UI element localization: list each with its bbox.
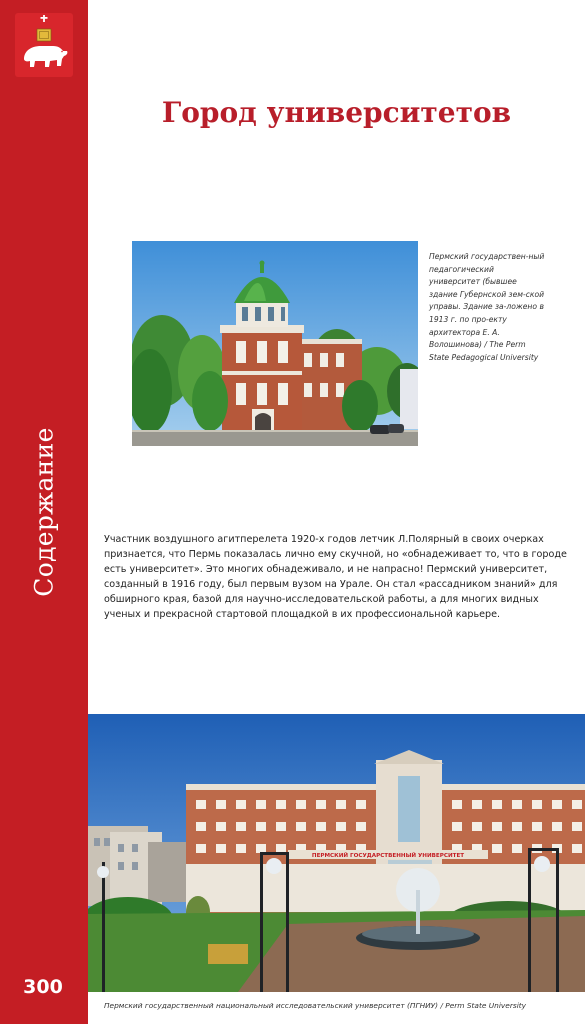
- perm-state-university-caption: Пермский государственный национальный исследовательский университет (ПГНИУ) / Perm State University: [104, 1001, 527, 1010]
- svg-text:300: 300: [23, 976, 63, 998]
- page-title: Город университетов: [161, 96, 512, 129]
- body-paragraph: Участник воздушного агитперелета 1920-х годов летчик Л.Полярный в своих очерках признается, что Пермь показалась лично ему скучной, но «обнадеживает то, что в городе есть университет». Это многих обнадеживало, и не напрасно! Пермский университет, созданный в 1916 году, был первым вузом на Урале. Он стал «рассадником знаний» для обширного края, базой для научно-исследовательской работы, а для многих видных ученых и прекрасной стартовой площадкой в их профессиональной карьере.: [104, 534, 567, 620]
- perm-coat-of-arms-bear-icon: [15, 13, 73, 77]
- 300-anniversary-logo-icon: [20, 973, 66, 999]
- pedagogical-university-photo: [132, 241, 418, 446]
- pedagogical-university-caption: Пермский государствен-ный педагогический университет (бывшее здание Губернской зем-ской управы. Здание за-ложено в 1913 г. по про-екту архитектора Е. А. Волошинова) / The Perm State Pedagogical University: [429, 252, 545, 362]
- contents-link[interactable]: Содержание: [29, 427, 59, 597]
- svg-text:ПЕРМСКИЙ ГОСУДАРСТВЕННЫЙ УНИВЕ: ПЕРМСКИЙ ГОСУДАРСТВЕННЫЙ УНИВЕРСИТЕТ: [311, 853, 465, 859]
- perm-state-university-photo: [88, 714, 585, 992]
- sidebar: [0, 0, 88, 1024]
